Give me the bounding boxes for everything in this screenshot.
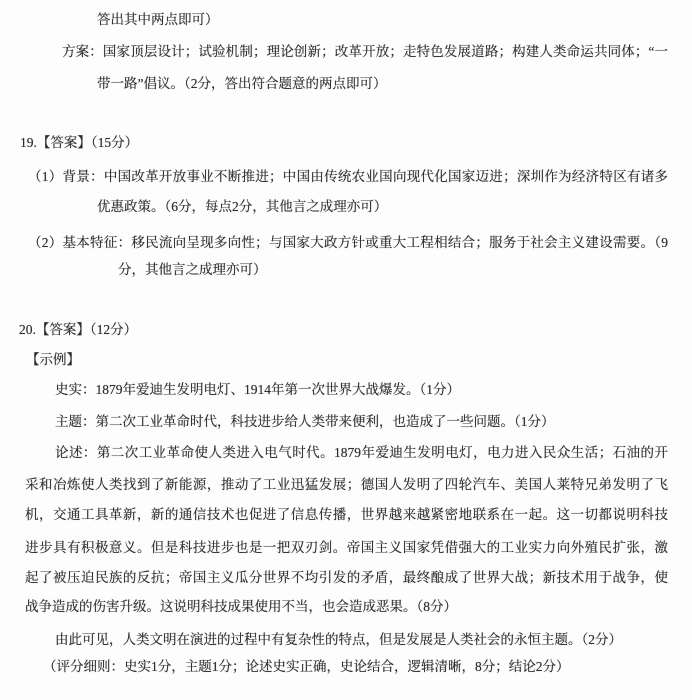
q20-discussion-line-2: 采和冶炼使人类找到了新能源，推动了工业迅猛发展；德国人发明了四轮汽车、美国人莱特兄弟发明了飞 [25,477,668,492]
q19-part2-line-1: （2）基本特征：移民流向呈现多向性；与国家大政方针或重大工程相结合；服务于社会主义建设需要。（9 [28,235,668,250]
q18-continuation-line: 答出其中两点即可） [97,12,219,27]
q20-discussion-line-3: 机，交通工具革新，新的通信技术也促进了信息传播，世界越来越紧密地联系在一起。这一切都说明科技 [25,507,668,522]
q20-answer-header: 20.【答案】（12分） [19,322,138,337]
q20-discussion-line-6: 战争造成的伤害升级。这说明科技成果使用不当，也会造成恶果。（8分） [25,599,457,614]
q20-discussion-line-4: 进步具有积极意义。但是科技进步也是一把双刃剑。帝国主义国家凭借强大的工业实力向外殖民扩张，激 [25,540,668,555]
q19-part1-line-1: （1）背景：中国改革开放事业不断推进；中国由传统农业国向现代化国家迈进；深圳作为经济特区有诸多 [28,169,668,184]
q19-part2-line-2: 分，其他言之成理亦可） [118,262,267,277]
q19-answer-header: 19.【答案】（15分） [20,135,139,150]
q18-plan-line-2: 带一路”倡议。（2分，答出符合题意的两点即可） [97,76,387,91]
q20-conclusion-line: 由此可见，人类文明在演进的过程中有复杂性的特点，但是发展是人类社会的永恒主题。（2分） [55,632,622,647]
q18-plan-line-1: 方案：国家顶层设计；试验机制；理论创新；改革开放；走特色发展道路；构建人类命运共同体；“一 [62,44,668,59]
q20-example-label: 【示例】 [26,352,80,367]
q20-theme-line: 主题：第二次工业革命时代，科技进步给人类带来便利，也造成了一些问题。（1分） [55,414,555,429]
q19-part1-line-2: 优惠政策。（6分，每点2分，其他言之成理亦可） [97,199,388,214]
q20-fact-line: 史实：1879年爱迪生发明电灯、1914年第一次世界大战爆发。（1分） [55,382,460,397]
q20-discussion-line-1: 论述：第二次工业革命使人类进入电气时代。1879年爱迪生发明电灯，电力进入民众生活；石油的开 [55,445,668,460]
q20-rubric-line: （评分细则：史实1分，主题1分；论述史实正确，史论结合，逻辑清晰，8分；结论2分） [43,659,570,674]
q20-discussion-line-5: 起了被压迫民族的反抗；帝国主义瓜分世界不均引发的矛盾，最终酿成了世界大战；新技术用于战争，使 [25,570,668,585]
